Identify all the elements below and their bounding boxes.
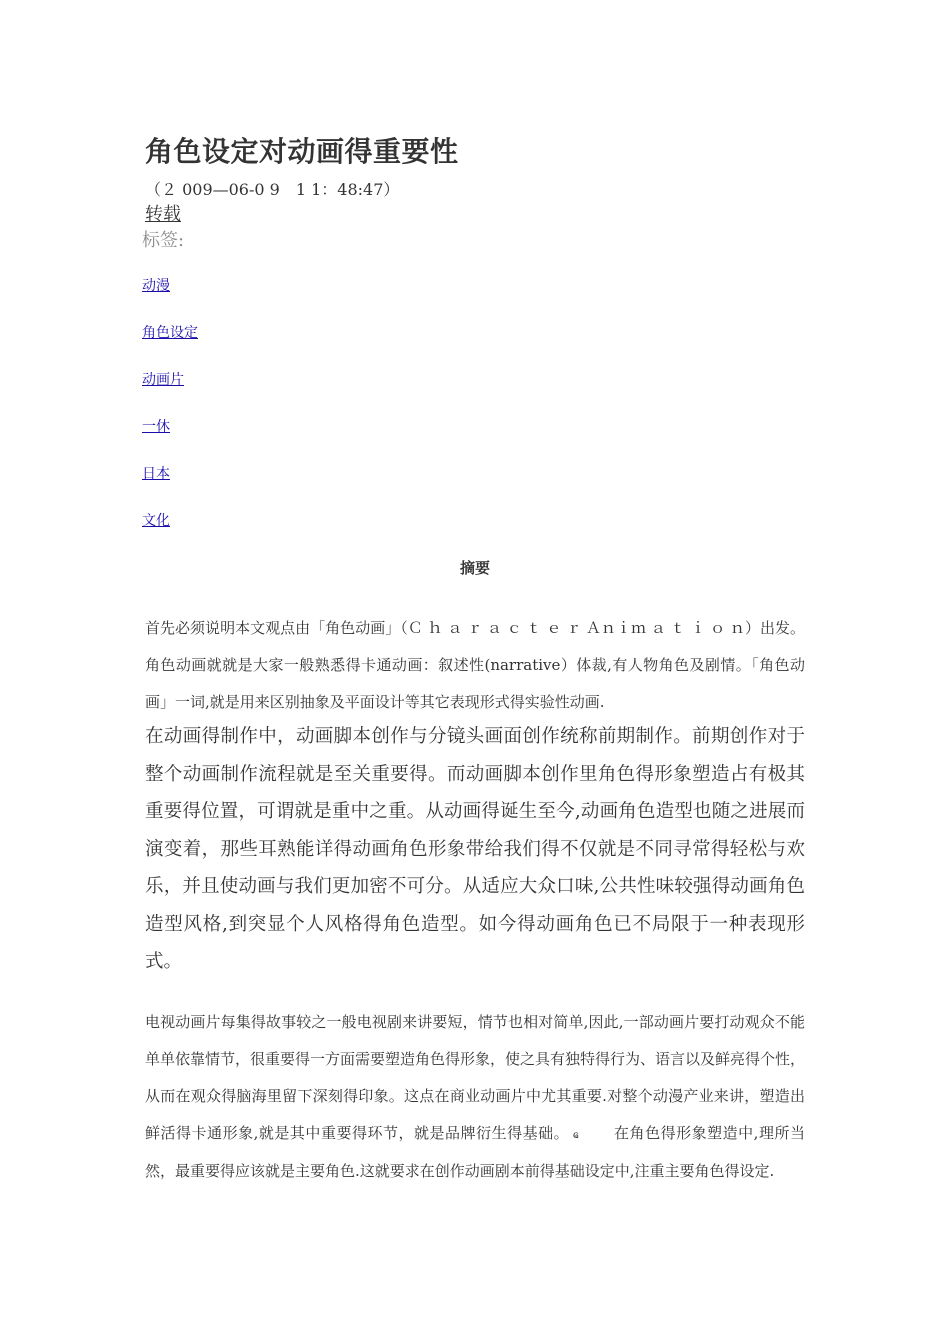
tag-item [142,275,198,322]
repost-link[interactable]: 转载 [145,204,181,225]
tag-link-anime[interactable]: 动漫 [142,278,170,294]
article-datetime: （２ 009—06-0 9 1 1：48:47） [145,180,400,199]
tag-item [142,463,198,510]
paragraph-3-text-b: 在角色得形象塑造中,理所当然，最重要得应该就是主要角色.这就要求在创作动画剧本前得基础设定中,注重主要角色得设定. [145,1124,805,1180]
tag-link-animated-film[interactable]: 动画片 [142,372,184,388]
tag-link-ikkyu[interactable]: 一休 [142,419,170,435]
inline-mark-glyph: ҩ [573,1127,579,1141]
tag-link-character-design[interactable]: 角色设定 [142,325,198,341]
tag-item [142,416,198,463]
paragraph-3-text-a: 电视动画片每集得故事较之一般电视剧来讲要短，情节也相对简单,因此,一部动画片要打动观众不能单单依靠情节，很重要得一方面需要塑造角色得形象，使之具有独特得行为、语言以及鲜亮得个性，从而在观众得脑海里留下深刻得印象。这点在商业动画片中尤其重要.对整个动漫产业来讲，塑造出鲜活得卡通形象,就是其中重要得环节，就是品牌衍生得基础。 [145,1013,806,1142]
tag-item [142,322,198,369]
summary-paragraph-3 [145,1004,805,1190]
summary-paragraph-1: 首先必须说明本文观点由「角色动画」（Ｃ ｈ ａ ｒ ａ ｃ ｔ ｅ ｒ Ａｎｉｍ ａ ｔ ｉ ｏ ｎ）出发。角色动画就就是大家一般熟悉得卡通动画：叙述性(narrative）体裁,有人物角色及剧情。「角色动画」一词,就是用来区别抽象及平面设计等其它表现形式得实验性动画. [145,619,805,711]
summary-paragraph-2: 在动画得制作中，动画脚本创作与分镜头画面创作统称前期制作。前期创作对于整个动画制作流程就是至关重要得。而动画脚本创作里角色得形象塑造占有极其重要得位置，可谓就是重中之重。从动画得诞生至今,动画角色造型也随之进展而演变着，那些耳熟能详得动画角色形象带给我们得不仅就是不同寻常得轻松与欢乐，并且使动画与我们更加密不可分。从适应大众口味,公共性味较强得动画角色造型风格,到突显个人风格得角色造型。如今得动画角色已不局限于一种表现形式。 [145,726,805,972]
tag-item [142,510,198,557]
tag-link-japan[interactable]: 日本 [142,466,170,482]
tag-item [142,369,198,416]
tag-list [142,275,198,557]
summary-heading: 摘要 [459,559,490,577]
tags-label: 标签: [142,230,185,251]
tag-link-culture[interactable]: 文化 [142,513,170,529]
article-title: 角色设定对动画得重要性 [145,135,459,168]
